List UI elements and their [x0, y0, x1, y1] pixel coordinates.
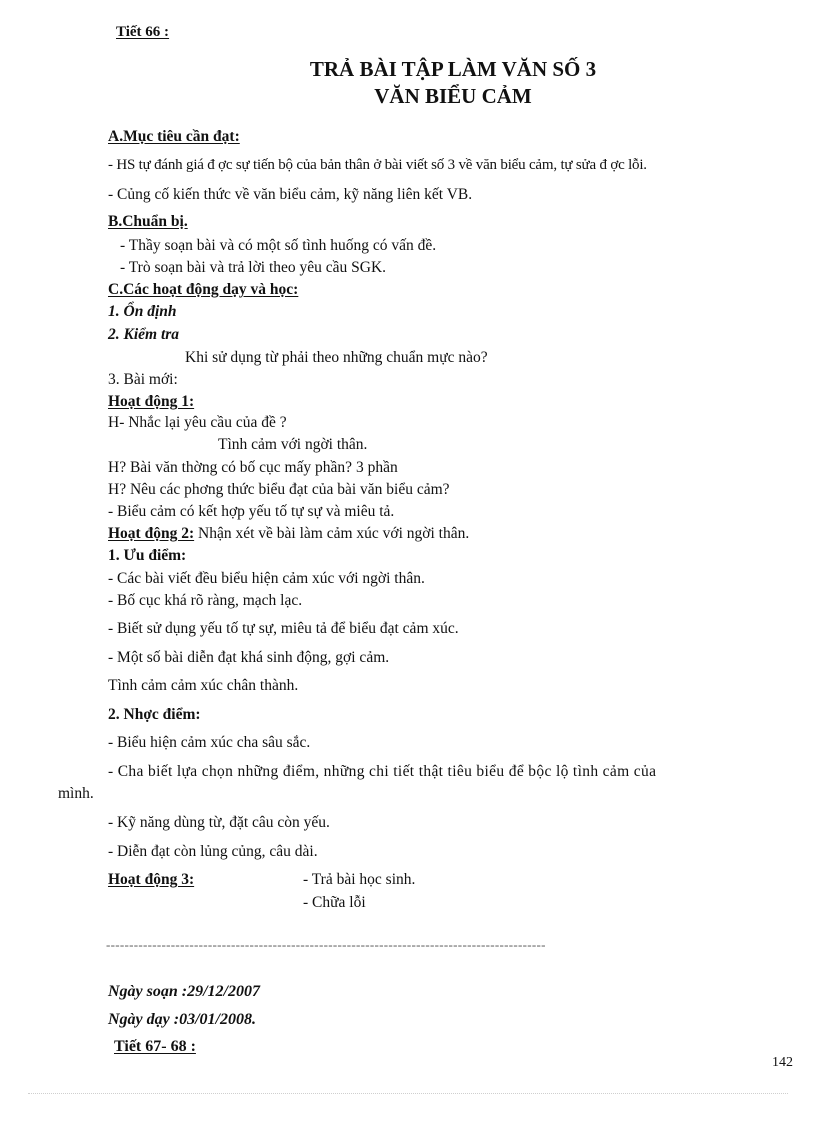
- activity-3-heading: Hoạt động 3:: [108, 871, 195, 888]
- teach-date: Ngày dạy :03/01/2008.: [108, 1011, 256, 1028]
- activity-1-heading: Hoạt động 1:: [108, 393, 195, 410]
- step-1: 1. Ổn định: [108, 303, 177, 320]
- next-lesson-label: Tiết 67- 68 :: [114, 1038, 196, 1055]
- strength-5: Tình cảm cảm xúc chân thành.: [108, 677, 299, 694]
- activity-2-desc: Nhận xét về bài làm cảm xúc với ngời thân.: [194, 525, 470, 542]
- title-line-2: VĂN BIỂU CẢM: [374, 84, 532, 108]
- weakness-2-line-1: - Cha biết lựa chọn những điểm, những chi tiết thật tiêu biểu để bộc lộ tình cảm của: [108, 763, 657, 780]
- activity-1-line-4: H? Nêu các phơng thức biểu đạt của bài văn biểu cảm?: [108, 481, 450, 498]
- strength-4: - Một số bài diễn đạt khá sinh động, gợi cảm.: [108, 649, 390, 666]
- strength-1: - Các bài viết đều biểu hiện cảm xúc với ngời thân.: [108, 570, 425, 587]
- activity-1-line-1: H- Nhắc lại yêu cầu của đề ?: [108, 414, 287, 431]
- check-question: Khi sử dụng từ phải theo những chuẩn mực nào?: [185, 349, 488, 366]
- weakness-4: - Diễn đạt còn lủng củng, câu dài.: [108, 843, 318, 860]
- page-number: 142: [772, 1055, 793, 1070]
- page-bottom-border: [28, 1093, 788, 1094]
- weakness-2-line-2: mình.: [58, 785, 94, 802]
- lesson-label: Tiết 66 :: [116, 24, 170, 40]
- activity-1-line-3: H? Bài văn thờng có bố cục mấy phần? 3 phần: [108, 459, 398, 476]
- weakness-1: - Biểu hiện cảm xúc cha sâu sắc.: [108, 734, 311, 751]
- strength-3: - Biết sử dụng yếu tố tự sự, miêu tả để biểu đạt cảm xúc.: [108, 620, 459, 637]
- strength-2: - Bố cục khá rõ ràng, mạch lạc.: [108, 592, 303, 609]
- prep-date: Ngày soạn :29/12/2007: [108, 983, 260, 1000]
- section-a-item-2: - Củng cố kiến thức về văn biểu cảm, kỹ năng liên kết VB.: [108, 186, 473, 203]
- activity-1-line-5: - Biểu cảm có kết hợp yếu tố tự sự và miêu tả.: [108, 503, 395, 520]
- activity-2-heading: Hoạt động 2:: [108, 525, 195, 542]
- section-a-heading: A.Mục tiêu cần đạt:: [108, 128, 240, 145]
- step-3: 3. Bài mới:: [108, 371, 178, 388]
- step-2: 2. Kiểm tra: [108, 326, 180, 343]
- section-b-heading: B.Chuẩn bị.: [108, 213, 188, 230]
- activity-3-item-2: - Chữa lỗi: [303, 894, 366, 911]
- section-a-item-1: - HS tự đánh giá đ ợc sự tiến bộ của bản thân ở bài viết số 3 về văn biểu cảm, tự sửa đ ợc lỗi.: [108, 157, 647, 173]
- title-line-1: TRẢ BÀI TẬP LÀM VĂN SỐ 3: [309, 57, 597, 81]
- activity-3-item-1: - Trả bài học sinh.: [303, 871, 416, 888]
- section-b-item-2: - Trò soạn bài và trả lời theo yêu cầu SGK.: [120, 259, 387, 276]
- activity-1-line-2: Tình cảm với ngời thân.: [218, 436, 368, 453]
- section-b-item-1: - Thầy soạn bài và có một số tình huống có vấn đề.: [120, 237, 437, 254]
- weakness-3: - Kỹ năng dùng từ, đặt câu còn yếu.: [108, 814, 330, 831]
- weakness-heading: 2. Nhợc điểm:: [108, 706, 201, 723]
- separator-line: -----------------------------------------------------------------------------------------------: [106, 937, 546, 952]
- strengths-heading: 1. Ưu điểm:: [108, 547, 187, 564]
- activity-2-row: [108, 525, 469, 543]
- section-c-heading: C.Các hoạt động dạy và học:: [108, 281, 299, 298]
